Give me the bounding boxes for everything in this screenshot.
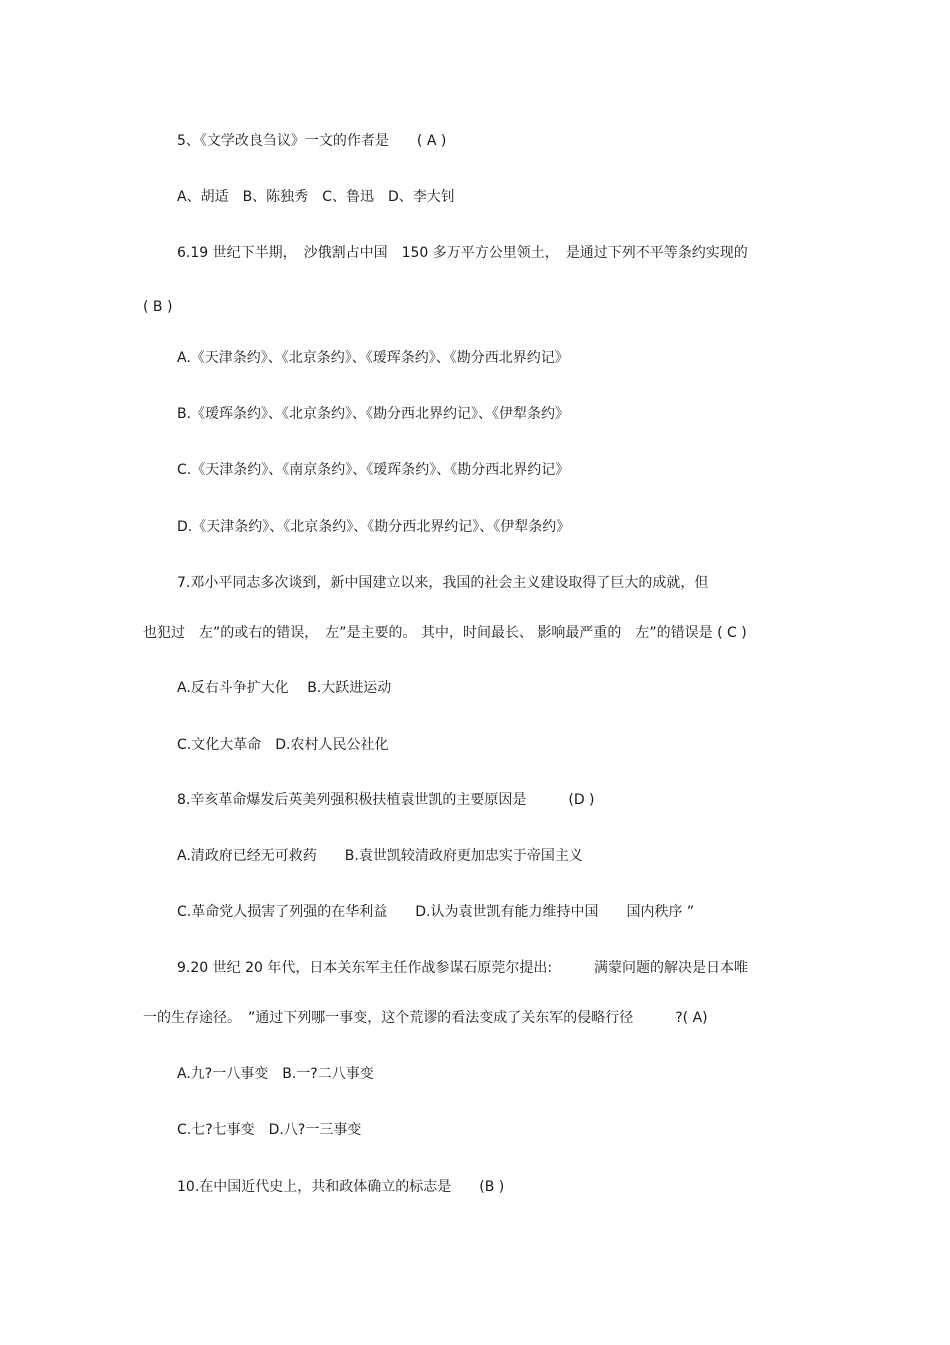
q7-stem-cont: 也犯过 左”的或右的错误， 左”是主要的。 其中，时间最长、 影响最严重的 左”的错误是 ( C ) <box>143 625 747 641</box>
q6-option-a: A.《天津条约》、《北京条约》、《瑷珲条约》、《勘分西北界约记》 <box>177 350 569 366</box>
q10-stem: 10.在中国近代史上，共和政体确立的标志是 (B ) <box>177 1179 505 1195</box>
q9-options-ab: A.九?一八事变 B.一?二八事变 <box>177 1066 374 1082</box>
q6-option-c: C.《天津条约》、《南京条约》、《瑷珲条约》、《勘分西北界约记》 <box>177 462 570 478</box>
q9-stem: 9.20 世纪 20 年代，日本关东军主任作战参谋石原莞尔提出: 满蒙问题的解决是日本唯 <box>177 960 749 976</box>
q8-options-cd: C.革命党人损害了列强的在华利益 D.认为袁世凯有能力维持中国 国内秩序 ” <box>177 904 695 920</box>
q7-stem: 7.邓小平同志多次谈到，新中国建立以来，我国的社会主义建设取得了巨大的成就，但 <box>177 575 709 591</box>
q7-options-cd: C.文化大革命 D.农村人民公社化 <box>177 737 389 753</box>
q6-option-d: D.《天津条约》、《北京条约》、《勘分西北界约记》、《伊犁条约》 <box>177 519 571 535</box>
q7-options-ab: A.反右斗争扩大化 B.大跃进运动 <box>177 680 392 696</box>
q5-stem: 5、《文学改良刍议》一文的作者是 ( A ) <box>177 133 447 149</box>
q6-stem: 6.19 世纪下半期， 沙俄割占中国 150 多万平方公里领土， 是通过下列不平等条约实现的 <box>177 245 748 261</box>
q6-answer: ( B ) <box>143 299 173 315</box>
q9-options-cd: C.七?七事变 D.八?一三事变 <box>177 1122 362 1138</box>
q8-options-ab: A.清政府已经无可救药 B.袁世凯较清政府更加忠实于帝国主义 <box>177 848 583 864</box>
q6-option-b: B.《瑷珲条约》、《北京条约》、《勘分西北界约记》、《伊犁条约》 <box>177 406 570 422</box>
q5-options: A、胡适 B、陈独秀 C、鲁迅 D、李大钊 <box>177 189 455 205</box>
q9-stem-cont: 一的生存途径。 ”通过下列哪一事变，这个荒谬的看法变成了关东军的侵略行径 ?( A) <box>143 1010 708 1026</box>
q8-stem: 8.辛亥革命爆发后英美列强积极扶植袁世凯的主要原因是 (D ) <box>177 792 595 808</box>
